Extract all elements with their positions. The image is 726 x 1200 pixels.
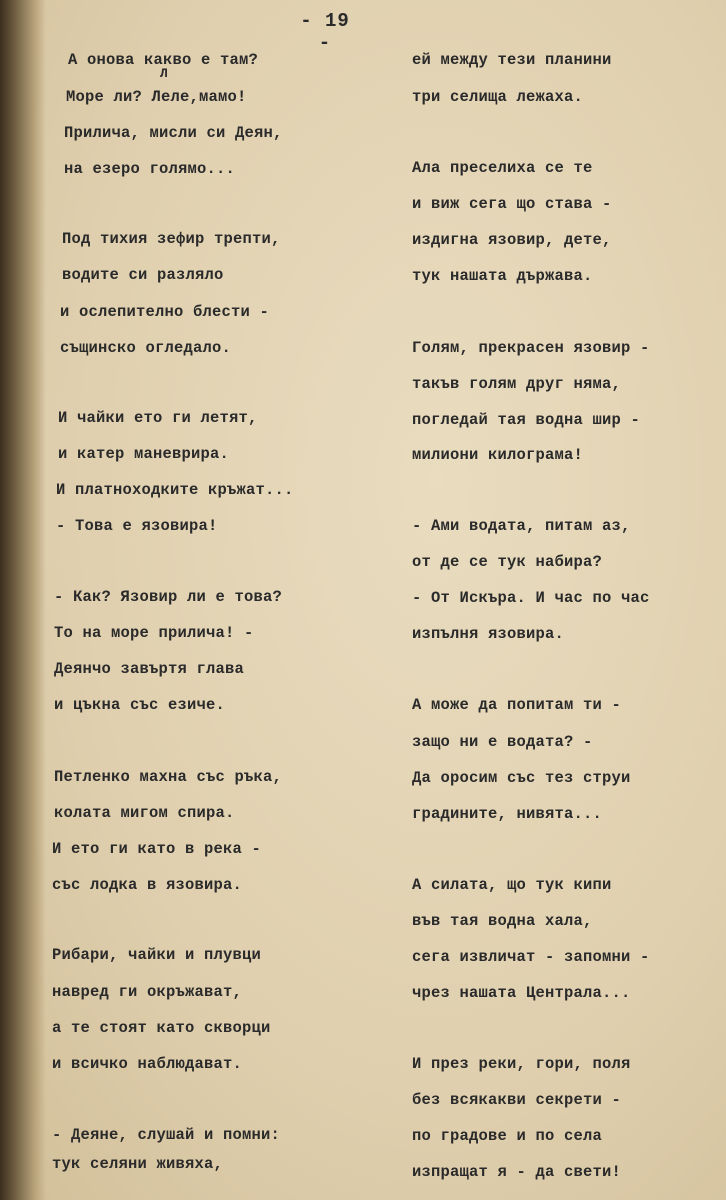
poem-line: Под тихия зефир трепти, — [62, 230, 281, 248]
poem-line: такъв голям друг няма, — [412, 375, 622, 393]
poem-line: Море ли? Леле,мамо! — [66, 88, 247, 106]
poem-line: същинско огледало. — [60, 339, 232, 357]
poem-line: - Това е язовира! — [56, 517, 218, 535]
poem-line: ей между тези планини — [412, 51, 612, 69]
poem-line: А онова какво е там? — [68, 51, 259, 69]
poem-line: на езеро голямо... — [64, 160, 236, 178]
poem-line: навред ги окръжават, — [52, 983, 243, 1001]
poem-line: по градове и по села — [412, 1127, 603, 1145]
poem-line: градините, нивята... — [412, 805, 603, 823]
poem-line: тук нашата държава. — [412, 267, 593, 285]
poem-line: милиони килограма! — [412, 446, 584, 464]
poem-line: изпълня язовира. — [412, 625, 565, 643]
poem-line: А силата, що тук кипи — [412, 876, 612, 894]
poem-line: и цъкна със езиче. — [54, 696, 226, 714]
poem-line: изпращат я - да свети! — [412, 1163, 622, 1181]
poem-line: защо ни е водата? - — [412, 733, 593, 751]
poem-line: - Деяне, слушай и помни: — [52, 1126, 281, 1144]
poem-line: - Ами водата, питам аз, — [412, 517, 631, 535]
page-number: - 19 - — [300, 10, 350, 54]
poem-line: сега извличат - запомни - — [412, 948, 650, 966]
poem-line: и всичко наблюдават. — [52, 1055, 243, 1073]
poem-line: Прилича, мисли си Деян, — [64, 124, 283, 142]
poem-line: и катер маневрира. — [58, 445, 230, 463]
poem-line: погледай тая водна шир - — [412, 411, 641, 429]
poem-line: чрез нашата Централа... — [412, 984, 631, 1002]
poem-line: Рибари, чайки и плувци — [52, 946, 262, 964]
poem-line: Голям, прекрасен язовир - — [412, 339, 650, 357]
handwritten-correction-mark: Л — [160, 66, 168, 81]
poem-line: тук селяни живяха, — [52, 1155, 224, 1173]
poem-line: И чайки ето ги летят, — [58, 409, 258, 427]
poem-line: и ослепително блести - — [60, 303, 270, 321]
poem-line: без всякакви секрети - — [412, 1091, 622, 1109]
poem-line: Петленко махна със ръка, — [54, 768, 283, 786]
poem-line: И платноходките кръжат... — [56, 481, 294, 499]
poem-line: - Как? Язовир ли е това? — [54, 588, 283, 606]
poem-line: А може да попитам ти - — [412, 696, 622, 714]
poem-line: със лодка в язовира. — [52, 876, 243, 894]
poem-line: И през реки, гори, поля — [412, 1055, 631, 1073]
poem-line: - От Искъра. И час по час — [412, 589, 650, 607]
poem-line: То на море прилича! - — [54, 624, 254, 642]
poem-line: а те стоят като скворци — [52, 1019, 271, 1037]
poem-line: Да оросим със тез струи — [412, 769, 631, 787]
poem-line: от де се тук набира? — [412, 553, 603, 571]
poem-line: и виж сега що става - — [412, 195, 612, 213]
poem-line: И ето ги като в река - — [52, 840, 262, 858]
poem-line: водите си разляло — [62, 266, 224, 284]
poem-line: колата мигом спира. — [54, 804, 235, 822]
poem-line: Деянчо завъртя глава — [54, 660, 245, 678]
poem-line: три селища лежаха. — [412, 88, 584, 106]
poem-line: във тая водна хала, — [412, 912, 593, 930]
poem-line: Ала преселиха се те — [412, 159, 593, 177]
poem-line: издигна язовир, дете, — [412, 231, 612, 249]
book-spine-shadow — [0, 0, 46, 1200]
